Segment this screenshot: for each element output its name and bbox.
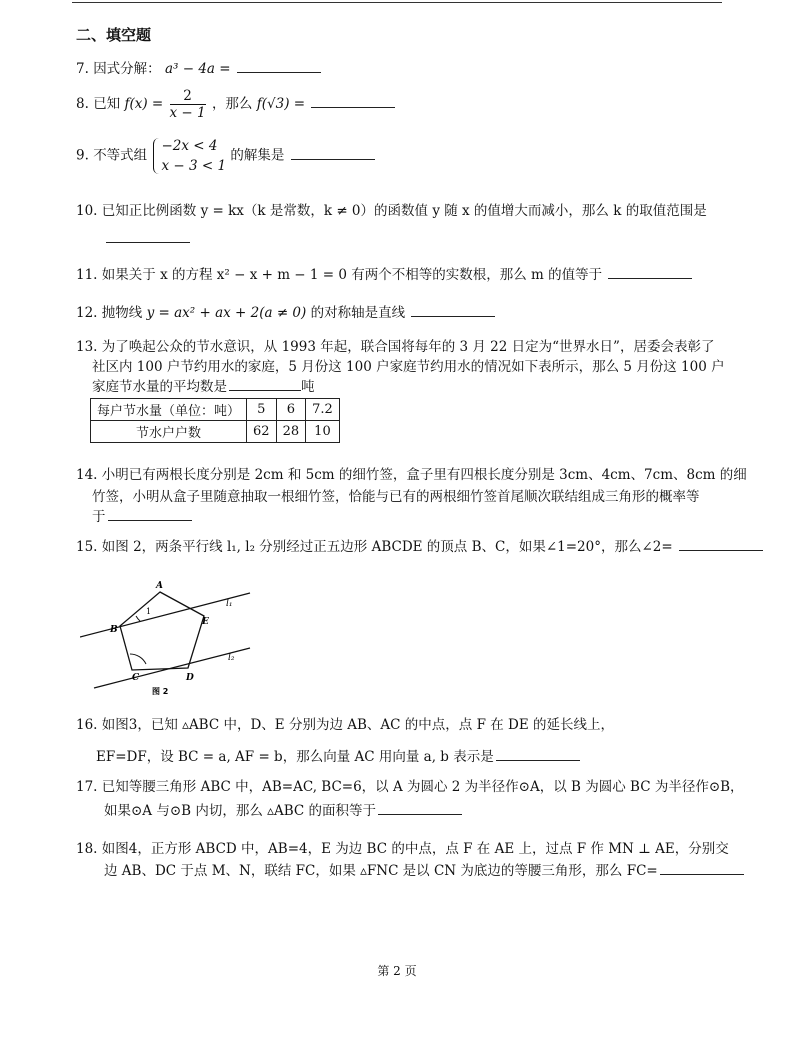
q17-answer-blank[interactable] <box>378 800 462 815</box>
q17-line1: 已知等腰三角形 ABC 中，AB=AC, BC=6，以 A 为圆心 2 为半径作⊙A，以 B 为圆心 BC 为半径作⊙B， <box>101 779 744 795</box>
pentagon-abcde <box>120 592 204 670</box>
q9-inequality-1: −2x < 4 <box>161 138 218 154</box>
page-footer: 第 2 页 <box>377 964 417 978</box>
q16-line2-text: EF=DF，设 BC = a, AF = b，那么向量 AC 用向量 a, b 表示是 <box>96 749 494 765</box>
table-cell: 6 <box>276 399 306 421</box>
q9-inequality-system <box>151 136 226 176</box>
q10-blank-line <box>104 228 190 250</box>
q18-line2-text: 边 AB、DC 于点 M、N，联结 FC，如果 ▵FNC 是以 CN 为底边的等腰三角形，那么 FC= <box>104 863 658 879</box>
q7-number: 7. <box>76 61 89 77</box>
q8-fraction <box>170 88 206 121</box>
question-11 <box>76 264 722 286</box>
q14-line1: 小明已有两根长度分别是 2cm 和 5cm 的细竹签，盒子里有四根长度分别是 3cm、4cm、7cm、8cm 的细 <box>101 467 747 483</box>
q8-function: f(x) = <box>124 96 164 112</box>
section-title: 二、填空题 <box>76 26 152 44</box>
q16-line1: 如图3，已知 ▵ABC 中，D、E 分别为边 AB、AC 的中点，点 F 在 DE 的延长线上， <box>101 717 614 733</box>
label-c: C <box>132 673 140 683</box>
q8-numerator: 2 <box>170 88 206 105</box>
q13-line2: 社区内 100 户节约用水的家庭，5 月份这 100 户家庭节约用水的情况如下表所示，那么 5 月份这 100 户 <box>92 359 725 375</box>
q13-number: 13. <box>76 339 98 355</box>
label-d: D <box>186 673 194 683</box>
q18-line2 <box>104 860 744 882</box>
q13-answer-blank[interactable] <box>229 376 301 391</box>
parallel-line-l1 <box>80 593 250 637</box>
label-a: A <box>156 581 163 591</box>
q16-number: 16. <box>76 717 98 733</box>
figure-2-pentagon <box>80 576 260 700</box>
q13-line3-text: 家庭节水量的平均数是 <box>92 379 227 395</box>
label-angle-1: 1 <box>146 607 152 616</box>
q8-expression: f(√3) = <box>256 96 306 112</box>
q13-unit: 吨 <box>301 379 315 395</box>
q14-answer-blank[interactable] <box>108 506 192 521</box>
question-13 <box>76 336 722 358</box>
q15-number: 15. <box>76 539 98 555</box>
q8-number: 8. <box>76 96 89 112</box>
question-18 <box>76 838 729 860</box>
table-row-label: 节水户户数 <box>91 421 247 443</box>
question-14 <box>76 464 747 486</box>
q12-number: 12. <box>76 305 98 321</box>
q12-text1: 抛物线 <box>101 305 143 321</box>
q9-inequality-2: x − 3 < 1 <box>161 158 227 174</box>
q14-number: 14. <box>76 467 98 483</box>
q7-text: 因式分解： <box>93 61 161 77</box>
table-row <box>91 421 340 443</box>
q7-expression: a³ − 4a = <box>164 61 231 77</box>
q8-text1: 已知 <box>93 96 121 112</box>
table-cell: 5 <box>247 399 277 421</box>
q18-number: 18. <box>76 841 98 857</box>
q15-text: 如图 2，两条平行线 l₁, l₂ 分别经过正五边形 ABCDE 的顶点 B、C，如果∠1=20°，那么∠2= <box>101 539 673 555</box>
q10-number: 10. <box>76 203 98 219</box>
table-cell: 28 <box>276 421 306 443</box>
table-cell: 10 <box>306 421 340 443</box>
q16-line2 <box>96 746 580 768</box>
q12-expression: y = ax² + ax + 2(a ≠ 0) <box>146 305 307 321</box>
q13-line1: 为了唤起公众的节水意识，从 1993 年起，联合国将每年的 3 月 22 日定为“世界水日”，居委会表彰了 <box>101 339 715 355</box>
label-l1: l₁ <box>226 599 233 609</box>
q9-text1: 不等式组 <box>93 147 148 164</box>
table-cell: 62 <box>247 421 277 443</box>
q17-line2-text: 如果⊙A 与⊙B 内切，那么 ▵ABC 的面积等于 <box>104 803 376 819</box>
question-9 <box>76 136 722 176</box>
table-cell: 7.2 <box>306 399 340 421</box>
question-16 <box>76 714 722 736</box>
table-row <box>91 399 340 421</box>
q7-answer-blank[interactable] <box>237 58 321 73</box>
q11-text: 如果关于 x 的方程 x² − x + m − 1 = 0 有两个不相等的实数根，那么 m 的值等于 <box>101 267 603 283</box>
water-saving-table <box>90 398 340 443</box>
table-row-label: 每户节水量（单位：吨） <box>91 399 247 421</box>
q14-line3-text: 于 <box>92 509 106 525</box>
q11-answer-blank[interactable] <box>608 264 692 279</box>
question-17 <box>76 776 744 798</box>
q18-answer-blank[interactable] <box>660 860 744 875</box>
figure-caption: 图 2 <box>152 687 169 696</box>
q13-line3 <box>92 376 315 398</box>
q12-text2: 的对称轴是直线 <box>310 305 406 321</box>
question-10 <box>76 200 722 222</box>
q16-answer-blank[interactable] <box>496 746 580 761</box>
q12-answer-blank[interactable] <box>411 302 495 317</box>
q9-answer-blank[interactable] <box>291 145 375 160</box>
question-8 <box>76 88 722 121</box>
q14-line2: 竹签，小明从盒子里随意抽取一根细竹签，恰能与已有的两根细竹签首尾顺次联结组成三角形的概率等 <box>92 489 700 505</box>
q8-text2: ，那么 <box>211 96 253 112</box>
q9-number: 9. <box>76 147 89 164</box>
question-7 <box>76 58 722 80</box>
q10-answer-blank[interactable] <box>106 228 190 243</box>
q14-line3 <box>92 506 192 528</box>
label-b: B <box>110 625 118 635</box>
angle-1-arc <box>136 616 140 621</box>
top-rule <box>72 2 722 3</box>
question-12 <box>76 302 722 324</box>
q8-denominator: x − 1 <box>169 105 206 121</box>
q17-number: 17. <box>76 779 98 795</box>
q8-answer-blank[interactable] <box>311 93 395 108</box>
label-l2: l₂ <box>228 653 235 663</box>
q15-answer-blank[interactable] <box>679 536 763 551</box>
q10-text: 已知正比例函数 y = kx（k 是常数，k ≠ 0）的函数值 y 随 x 的值增大而减小，那么 k 的取值范围是 <box>101 203 707 219</box>
q11-number: 11. <box>76 267 98 283</box>
q18-line1: 如图4，正方形 ABCD 中，AB=4，E 为边 BC 的中点，点 F 在 AE 上，过点 F 作 MN ⊥ AE，分别交 <box>101 841 729 857</box>
angle-2-arc <box>130 654 146 664</box>
q17-line2 <box>104 800 462 822</box>
label-e: E <box>202 617 209 627</box>
question-15 <box>76 536 722 558</box>
q9-text2: 的解集是 <box>230 147 285 164</box>
